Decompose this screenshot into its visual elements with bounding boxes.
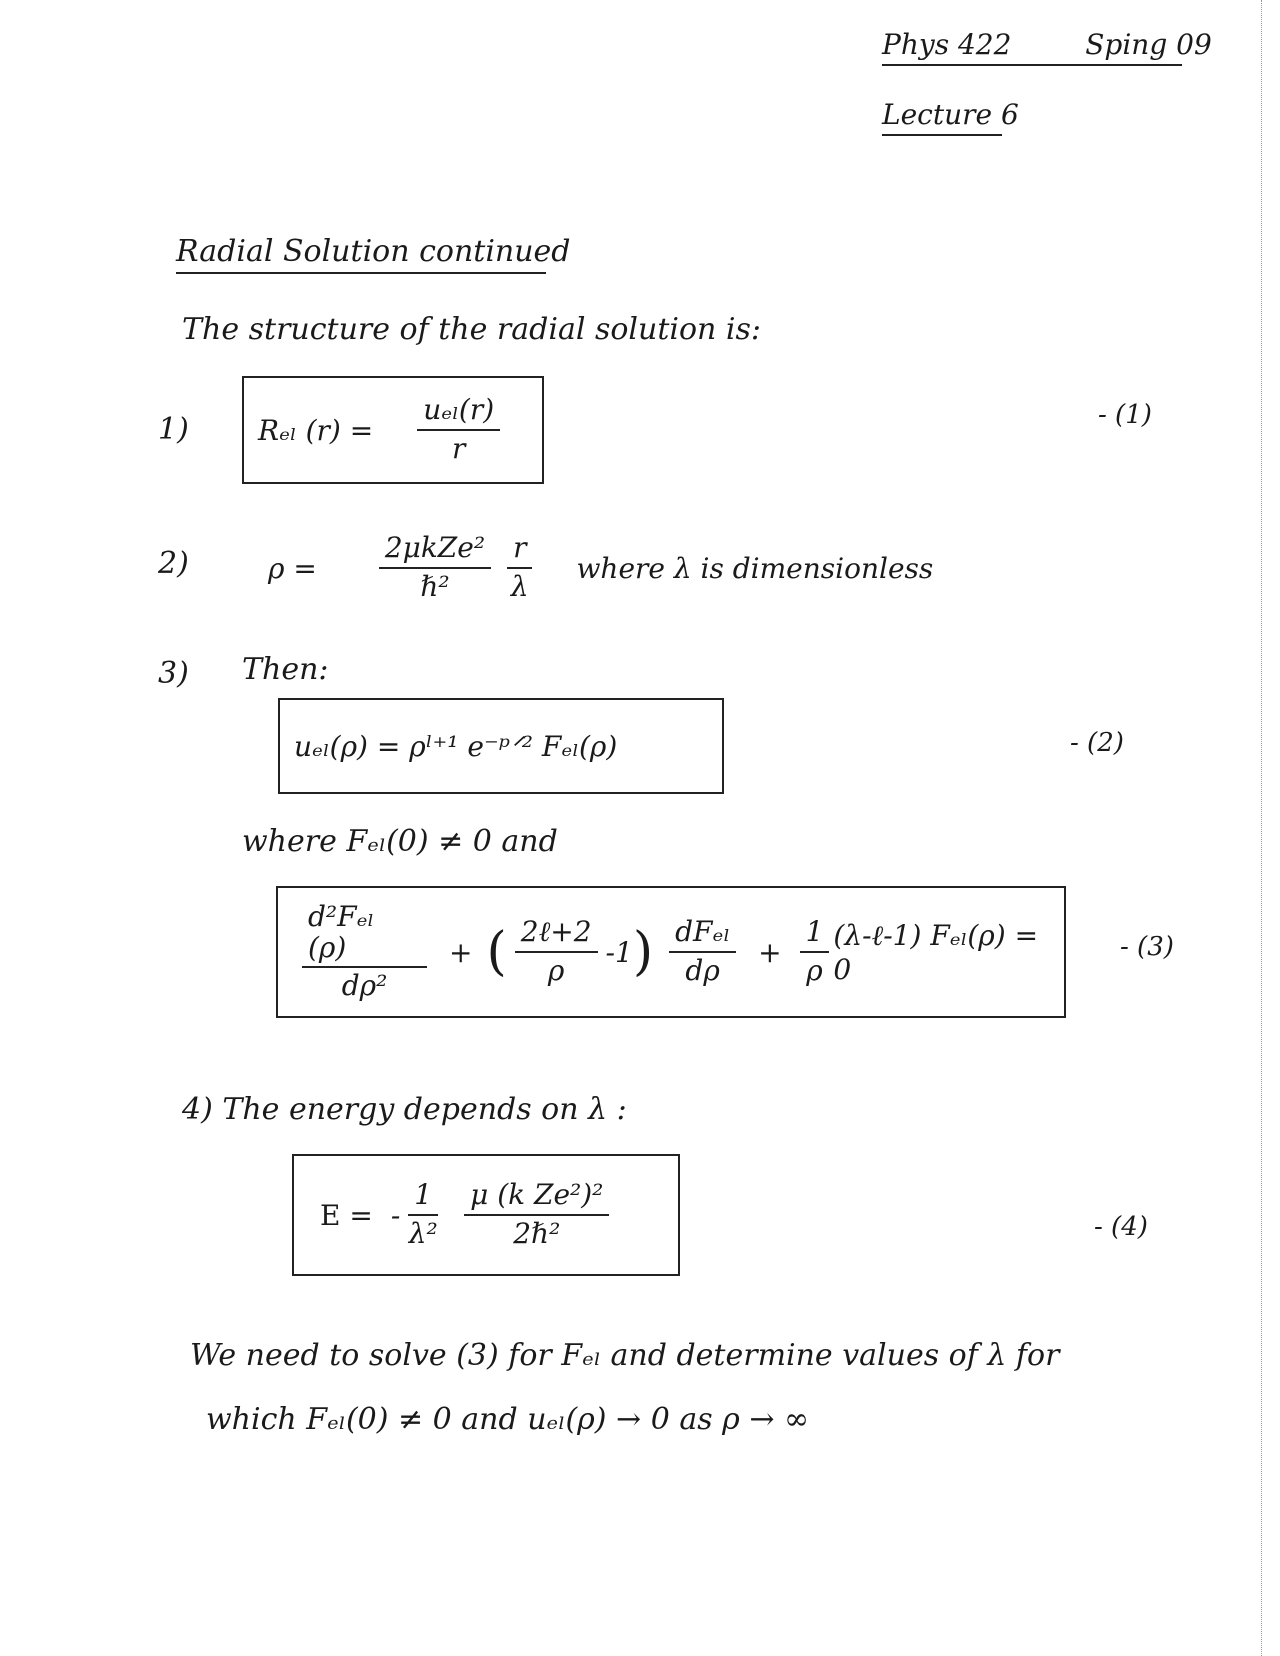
equation-4-box [292,1154,680,1276]
equation-1-box [242,376,544,484]
eq3-term-4-den: ρ [806,954,823,987]
rho-den-1: ℏ² [420,570,450,603]
energy-fraction-2 [464,1180,609,1250]
rho-fraction-1 [379,533,491,603]
rho-note: where λ is dimensionless [576,551,934,585]
eq3-term-1-den: dρ² [341,969,388,1003]
eq3-paren-open: ( [486,922,507,982]
rho-num-2: r [507,533,532,569]
then-text: Then: [242,652,329,687]
equation-2-label: - (2) [1070,728,1124,758]
energy-f2-den: 2ℏ² [513,1217,561,1250]
item-2-number: 2) [158,546,189,581]
term: Sping 09 [1085,28,1212,61]
equation-2-box [278,698,724,794]
eq3-tail: (λ-ℓ-1) Fₑₗ(ρ) = 0 [833,918,1039,986]
eq3-term-4-num: 1 [800,917,830,953]
energy-minus: - [390,1198,401,1232]
eq1-fraction [417,395,500,465]
eq3-term-3 [669,917,736,987]
eq3-term-4 [800,917,830,987]
eq1-denominator: r [451,432,466,465]
eq3-term-2-num: 2ℓ+2 [515,917,598,953]
energy-lhs: E = [320,1198,373,1232]
energy-f1-num: 1 [408,1180,438,1216]
eq3-term-2 [515,917,598,987]
course-name: Phys 422 [882,28,1012,61]
eq3-paren-close: ) [632,922,654,982]
where-condition: where Fₑₗ(0) ≠ 0 and [242,824,558,859]
rho-lhs: ρ = [268,551,317,585]
eq3-term-1-num: d²Fₑₗ (ρ) [302,902,427,969]
eq3-plus-1: + [449,935,473,969]
eq3-term-3-den: dρ [685,954,720,987]
conclusion-line-1: We need to solve (3) for Fₑₗ and determine values of λ for [190,1338,1060,1373]
course-header [882,28,1212,66]
lecture-number: Lecture 6 [882,98,1002,136]
eq1-lhs: Rₑₗ (r) = [258,413,374,447]
energy-f2-num: μ (k Ze²)² [464,1180,609,1216]
energy-fraction-1 [408,1180,438,1250]
eq3-term-2-den: ρ [547,954,565,987]
item-1-number: 1) [158,412,189,447]
eq3-plus-2: + [758,935,782,969]
eq2-text: uₑₗ(ρ) = ρˡ⁺¹ e⁻ᵖᐟ² Fₑₗ(ρ) [294,729,618,763]
intro-text: The structure of the radial solution is: [182,312,761,347]
equation-3-box [276,886,1066,1018]
rho-num-1: 2μkZe² [379,533,491,569]
eq3-term-3-num: dFₑₗ [669,917,736,953]
rho-fraction-2 [507,533,532,603]
equation-2-rho [268,528,933,608]
equation-4-label: - (4) [1094,1212,1148,1242]
eq3-minus-one: -1 [605,935,633,969]
energy-f1-den: λ² [408,1217,438,1250]
equation-3-label: - (3) [1120,932,1174,962]
conclusion-line-2: which Fₑₗ(0) ≠ 0 and uₑₗ(ρ) → 0 as ρ → ∞ [206,1402,809,1437]
rho-den-2: λ [510,570,529,603]
page-edge-line [1261,0,1262,1656]
item-4-text: 4) The energy depends on λ : [182,1092,627,1127]
section-title: Radial Solution continued [176,234,546,274]
equation-1-label: - (1) [1098,400,1152,430]
item-3-number: 3) [158,656,189,691]
eq1-numerator: uₑₗ(r) [417,395,500,431]
eq3-term-1 [302,899,427,1003]
